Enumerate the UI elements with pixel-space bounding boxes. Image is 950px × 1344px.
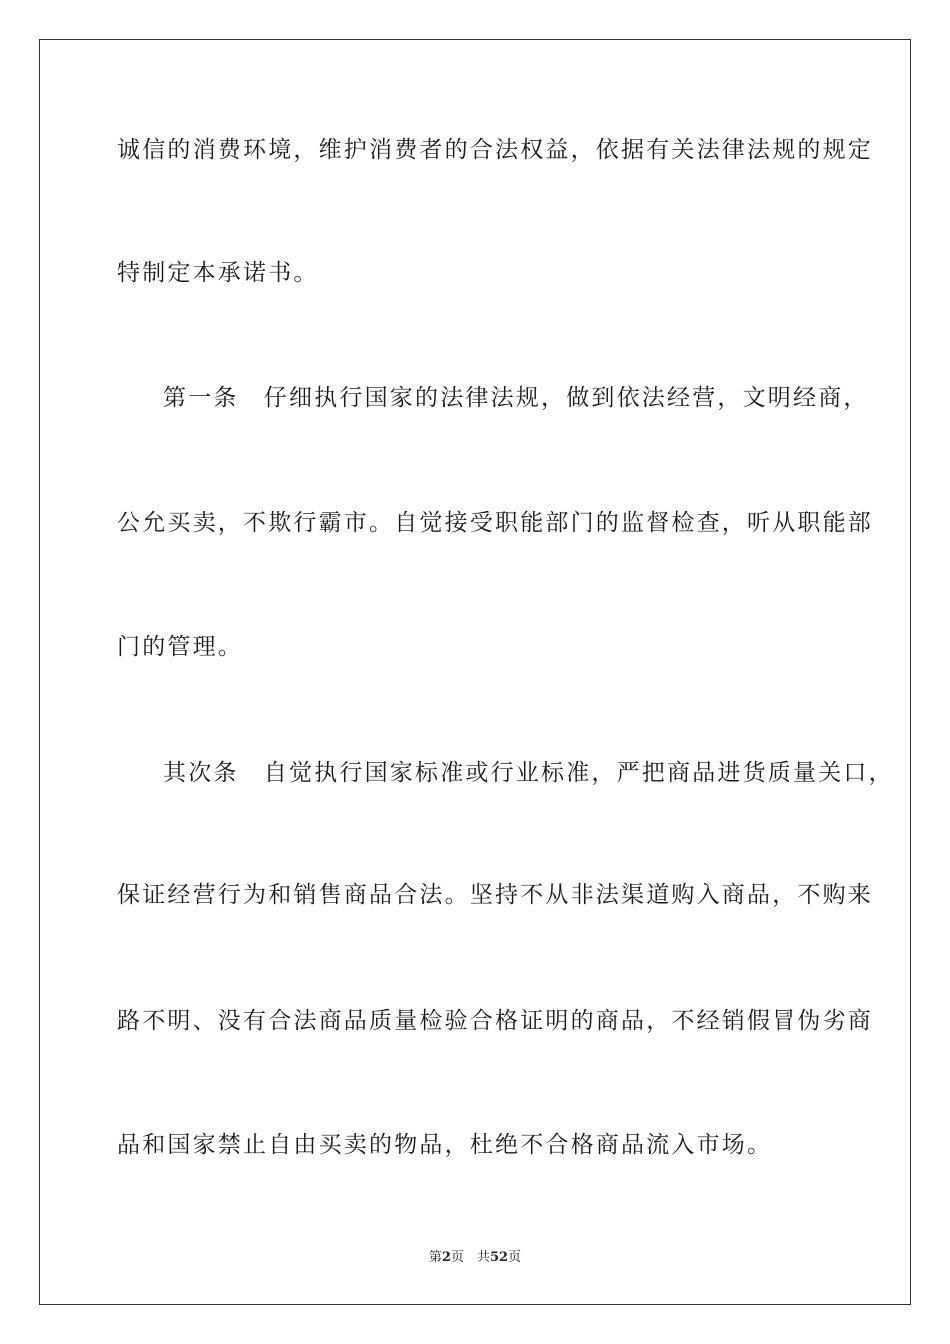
body-text-line: 路不明、没有合法商品质量检验合格证明的商品，不经销假冒伪劣商	[117, 1008, 873, 1034]
total-pages-number: 52	[489, 1250, 509, 1265]
page-border	[39, 39, 911, 1305]
body-text-line: 门的管理。	[117, 634, 243, 660]
body-text-line: 诚信的消费环境，维护消费者的合法权益，依据有关法律法规的规定	[117, 137, 873, 163]
body-text-line: 品和国家禁止自由买卖的物品，杜绝不合格商品流入市场。	[117, 1132, 773, 1158]
body-text-line: 公允买卖，不欺行霸市。自觉接受职能部门的监督检查，听从职能部	[117, 510, 873, 536]
footer-page-label: 页 共	[450, 1250, 490, 1265]
current-page-number: 2	[441, 1250, 451, 1265]
body-text-line: 保证经营行为和销售商品合法。坚持不从非法渠道购入商品，不购来	[117, 882, 873, 908]
body-text-line: 特制定本承诺书。	[117, 260, 319, 286]
page-footer	[0, 1246, 950, 1265]
footer-prefix: 第	[428, 1250, 442, 1265]
footer-suffix: 页	[508, 1250, 522, 1265]
article-1-first-line: 第一条 仔细执行国家的法律法规，做到依法经营，文明经商，	[163, 385, 869, 411]
article-2-first-line: 其次条 自觉执行国家标准或行业标准，严把商品进货质量关口，	[163, 760, 894, 786]
